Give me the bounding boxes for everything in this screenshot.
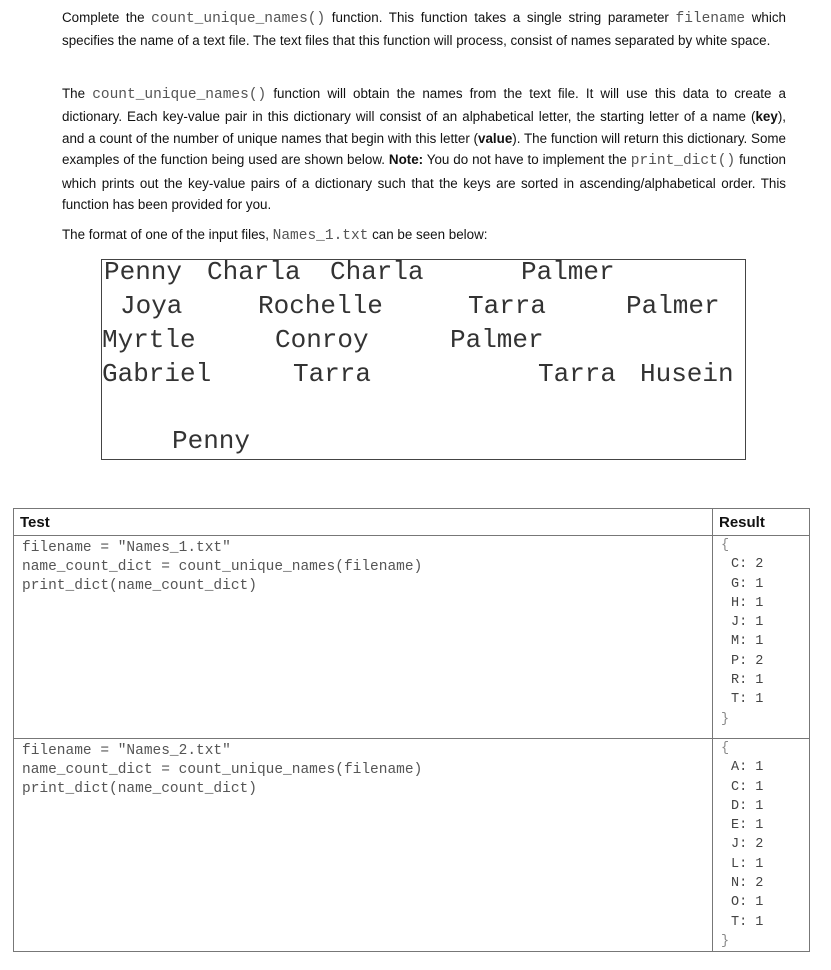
name-word: Charla [207, 257, 301, 287]
result-line: P: 2 [731, 653, 764, 669]
name-word: Palmer [450, 325, 544, 355]
name-word: Palmer [626, 291, 720, 321]
result-line: T: 1 [731, 692, 764, 708]
print-dict-name: print_dict() [630, 153, 736, 170]
result-column-header: Result [713, 509, 810, 536]
name-word: Husein [640, 359, 734, 389]
param-name: filename [675, 11, 746, 27]
function-name: count_unique_names() [151, 11, 326, 27]
code-line: print_dict(name_count_dict) [22, 578, 257, 594]
test-column-header: Test [14, 509, 713, 536]
name-word: Tarra [468, 291, 547, 321]
open-brace: { [721, 538, 730, 553]
value-term: value [478, 130, 513, 146]
result-line: E: 1 [731, 818, 764, 834]
name-word: Rochelle [258, 291, 383, 321]
code-line: filename = "Names_1.txt" [22, 540, 231, 556]
result-line: L: 1 [731, 856, 764, 872]
result-line: C: 2 [731, 557, 764, 573]
note-label: Note: [388, 152, 424, 168]
key-term: key [755, 109, 778, 125]
name-word: Charla [330, 257, 424, 287]
file-name: Names_1.txt [272, 228, 369, 244]
name-word: Joya [120, 291, 183, 321]
code-line: name_count_dict = count_unique_names(filename) [22, 559, 423, 575]
function-name: count_unique_names() [92, 87, 267, 103]
names-file-preview [101, 259, 746, 460]
name-word: Palmer [521, 257, 615, 287]
close-brace: } [721, 711, 730, 727]
name-word: Gabriel [102, 359, 212, 389]
result-line: A: 1 [731, 760, 764, 776]
intro-paragraph-3: The format of one of the input files, Names_1.txt can be seen below: [62, 227, 488, 244]
table-header-row [14, 509, 810, 536]
result-line: O: 1 [731, 895, 764, 911]
test-code-cell [14, 739, 713, 952]
name-word: Myrtle [102, 325, 196, 355]
code-line: name_count_dict = count_unique_names(filename) [22, 762, 423, 778]
result-line: C: 1 [731, 779, 764, 795]
result-line: H: 1 [731, 595, 764, 611]
result-cell [713, 536, 810, 739]
result-line: G: 1 [731, 576, 764, 592]
result-line: D: 1 [731, 798, 764, 814]
result-line: J: 2 [731, 837, 764, 853]
result-line: M: 1 [731, 634, 764, 650]
table-row [14, 536, 810, 739]
test-cases-table [13, 508, 810, 952]
name-word: Tarra [538, 359, 617, 389]
name-word: Penny [172, 426, 251, 456]
result-line: N: 2 [731, 876, 764, 892]
name-word: Tarra [293, 359, 372, 389]
code-line: print_dict(name_count_dict) [22, 781, 257, 797]
test-code-cell [14, 536, 713, 739]
table-row [14, 739, 810, 952]
close-brace: } [721, 933, 730, 949]
result-line: J: 1 [731, 615, 764, 631]
result-cell [713, 739, 810, 952]
intro-paragraph-2: The count_unique_names() function will obtain the names from the text file. It will use this data to create a dictionary. Each key-value pair in this dictionary will consist of an alphabetical letter, the starting letter of a name (key), and a count of the number of unique names that begin with this letter (value). The function will return this dictionary. Some examples of the function being used are shown below. Note: You do not have to implement the print_dict() function which prints out the key-value pairs of a dictionary such that the keys are sorted in ascending/alphabetical order. This function has been provided for you. [62, 86, 786, 213]
code-line: filename = "Names_2.txt" [22, 743, 231, 759]
intro-paragraph-1: Complete the count_unique_names() function. This function takes a single string parameter filename which specifies the name of a text file. The text files that this function will process, consist of names separated by white space. [62, 10, 786, 49]
result-line: R: 1 [731, 673, 764, 689]
name-word: Conroy [275, 325, 369, 355]
name-word: Penny [104, 257, 183, 287]
open-brace: { [721, 741, 730, 756]
result-line: T: 1 [731, 914, 764, 930]
